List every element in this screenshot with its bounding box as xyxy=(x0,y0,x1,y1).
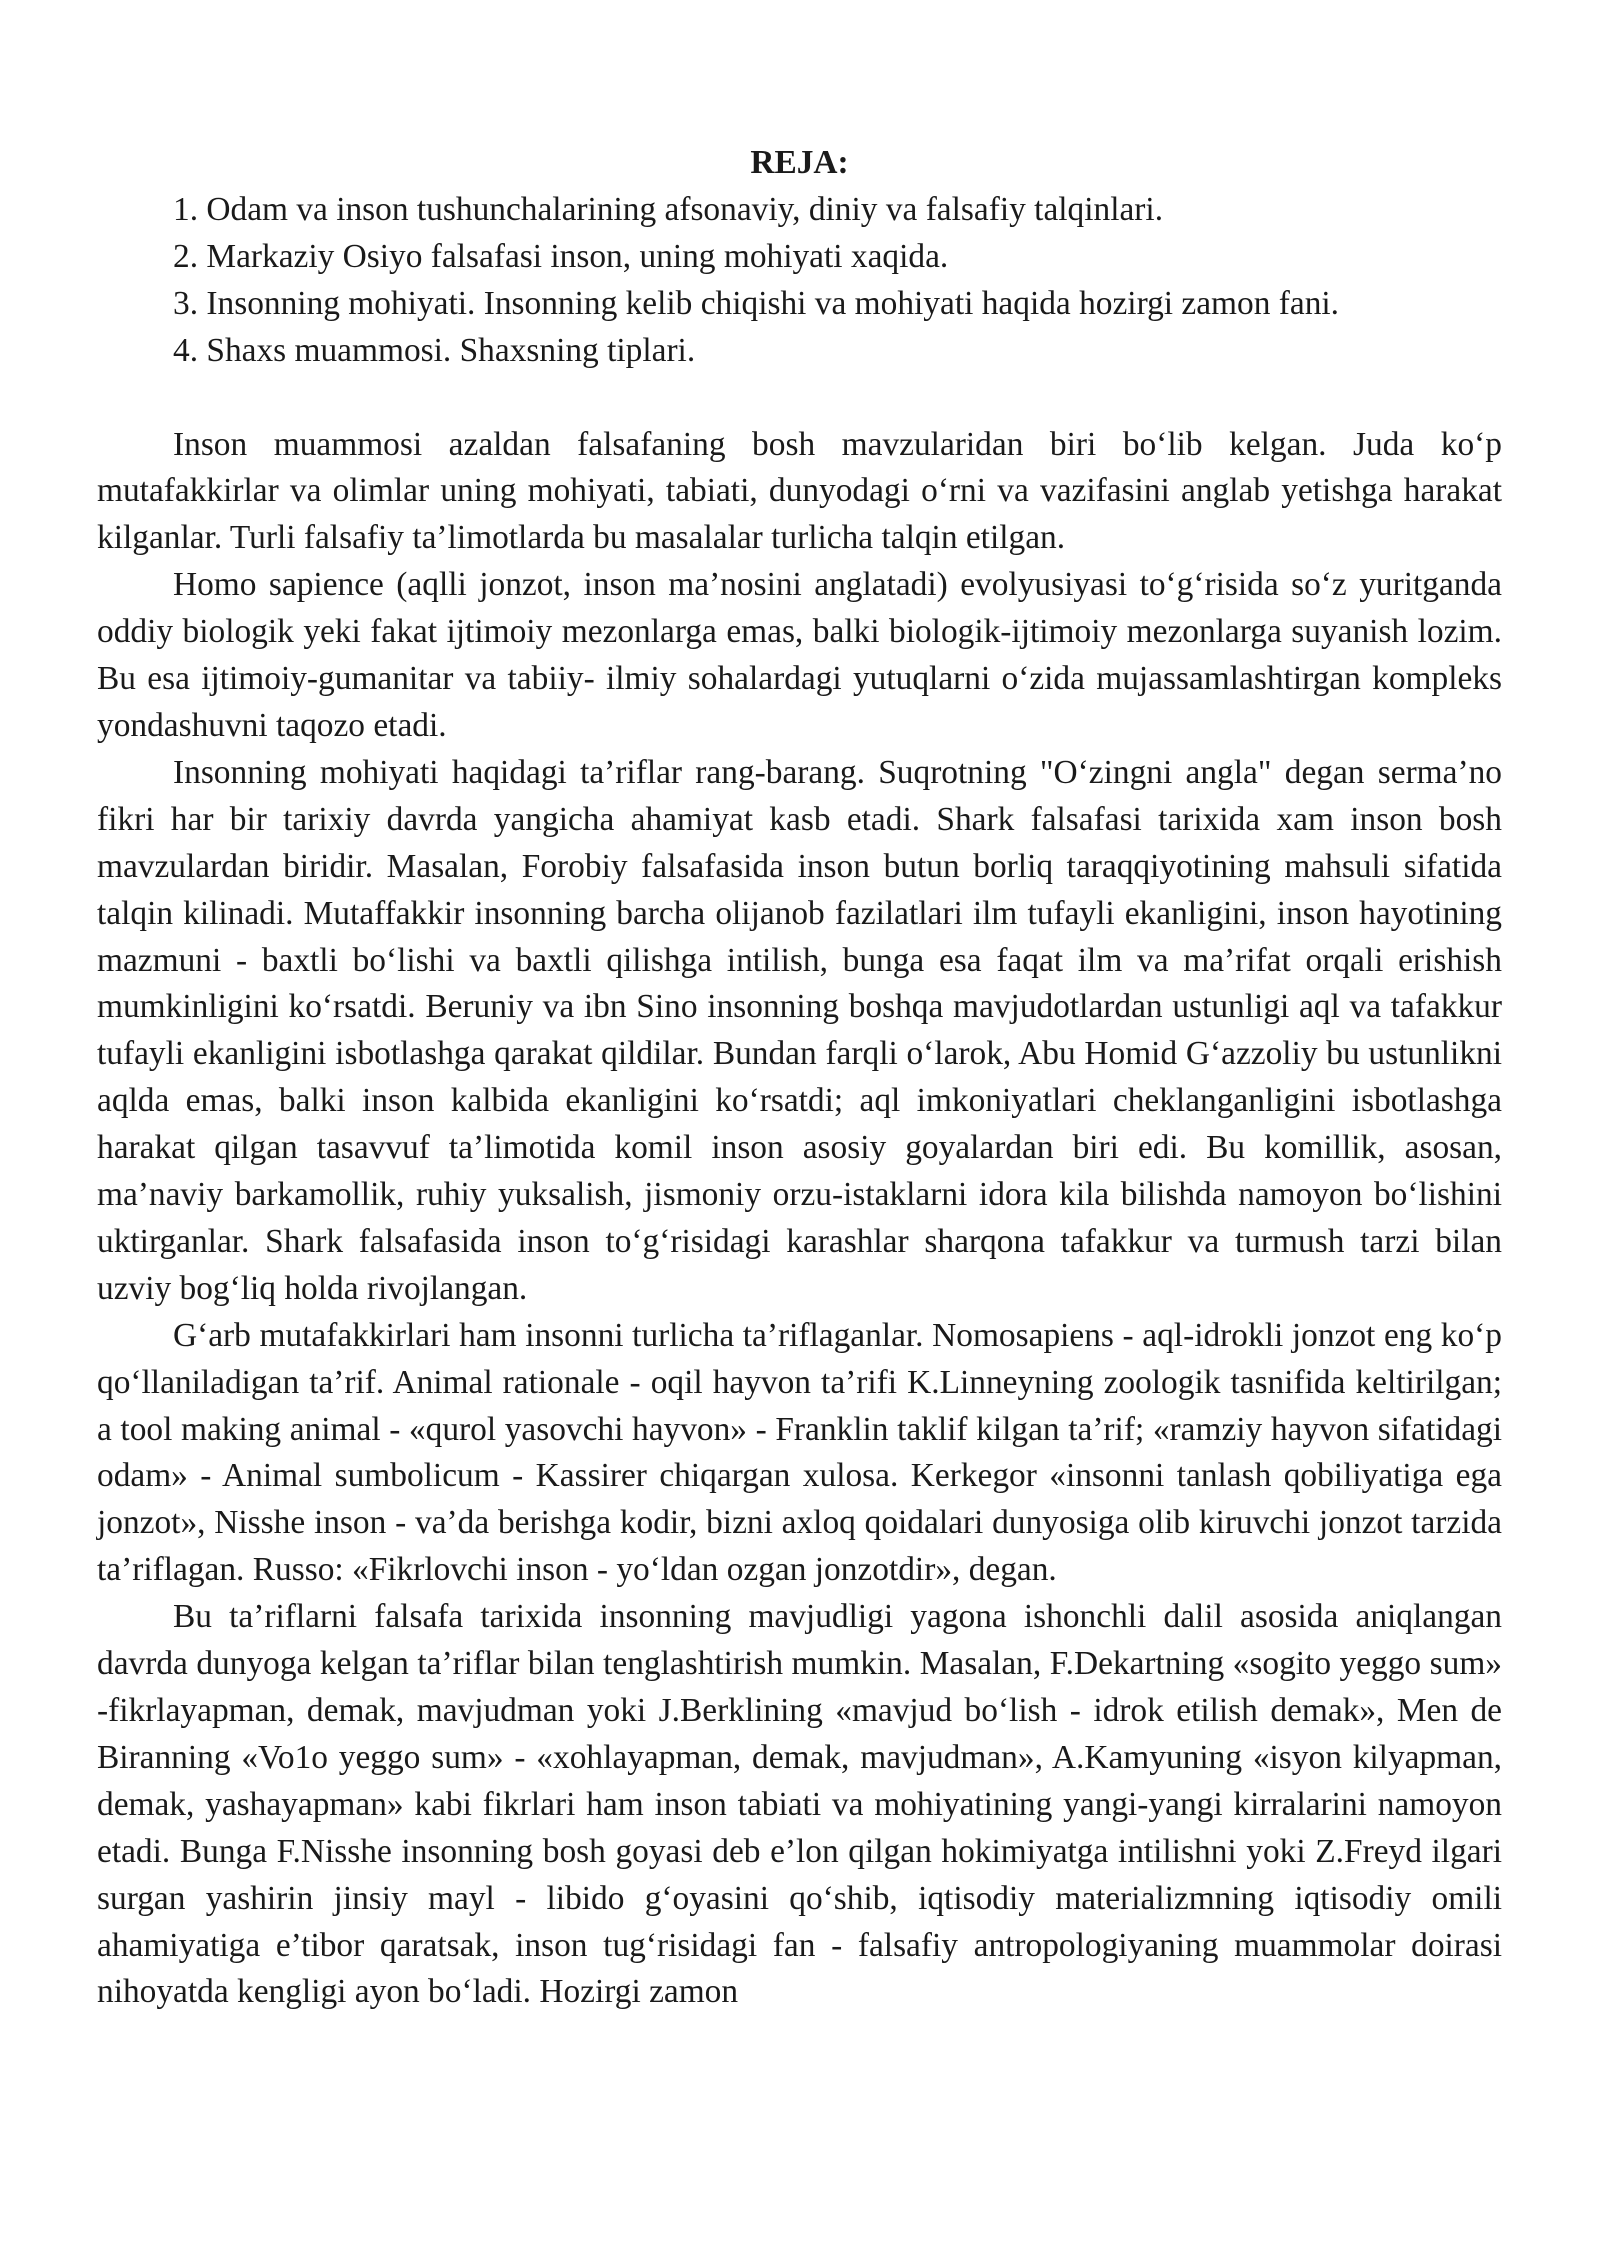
paragraph: Inson muammosi azaldan falsafaning bosh mavzularidan biri bo‘lib kelgan. Juda ko‘p mutafakkirlar va olimlar uning mohiyati, tabiati, dunyodagi o‘rni va vazifasini anglab yetishga harakat kilganlar. Turli falsafiy ta’limotlarda bu masalalar turlicha talqin etilgan. xyxy=(97,425,1502,557)
section-spacer xyxy=(97,375,1502,422)
paragraph: Bu ta’riflarni falsafa tarixida insonning mavjudligi yagona ishonchli dalil asosida aniqlangan davrda dunyoga kelgan ta’riflar bilan tenglashtirish mumkin. Masalan, F.Dekartning «sogito yeggo sum» -fikrlayapman, demak, mavjudman yoki J.Berklining «mavjud bo‘lish - idrok etilish demak», Men de Biranning «Vo1o yeggo sum» - «xohlayapman, demak, mavjudman», A.Kamyuning «isyon kilyapman, demak, yashayapman» kabi fikrlari ham inson tabiati va mohiyatining yangi-yangi kirralarini namoyon etadi. Bunga F.Nisshe insonning bosh goyasi deb e’lon qilgan hokimiyatga intilishni yoki Z.Freyd ilgari surgan yashirin jinsiy mayl - libido g‘oyasini qo‘shib, iqtisodiy materializmning iqtisodiy omili ahamiyatiga e’tibor qaratsak, inson tug‘risidagi fan - falsafiy antropologiyaning muammolar doirasi nihoyatda kengligi ayon bo‘ladi. Hozirgi zamon xyxy=(97,1598,1502,2011)
plan-title: REJA: xyxy=(750,144,849,181)
paragraph: Homo sapience (aqlli jonzot, inson ma’nosini anglatadi) evolyusiyasi to‘g‘risida so‘z yuritganda oddiy biologik yeki fakat ijtimoiy mezonlarga emas, balki biologik-ijtimoiy mezonlarga suyanish lozim. Bu esa ijtimoiy-gumanitar va tabiiy- ilmiy sohalardagi yutuqlarni o‘zida mujassamlashtirgan kompleks yondashuvni taqozo etadi. xyxy=(97,566,1502,744)
plan-item: 1. Odam va inson tushunchalarining afsonaviy, diniy va falsafiy talqinlari. xyxy=(173,190,1164,228)
paragraph: Insonning mohiyati haqidagi ta’riflar rang-barang. Suqrotning "O‘zingni angla" degan serma’no fikri har bir tarixiy davrda yangicha ahamiyat kasb etadi. Shark falsafasi tarixida xam inson bosh mavzulardan biridir. Masalan, Forobiy falsafasida inson butun borliq taraqqiyotining mahsuli sifatida talqin kilinadi. Mutaffakkir insonning barcha olijanob fazilatlari ilm tufayli ekanligini, inson hayotining mazmuni - baxtli bo‘lishi va baxtli qilishga intilish, bunga esa faqat ilm va ma’rifat orqali erishish mumkinligini ko‘rsatdi. Beruniy va ibn Sino insonning boshqa mavjudotlardan ustunligi aql va tafakkur tufayli ekanligini isbotlashga qarakat qildilar. Bundan farqli o‘larok, Abu Homid G‘azzoliy bu ustunlikni aqlda emas, balki inson kalbida ekanligini ko‘rsatdi; aql imkoniyatlari cheklanganligini isbotlashga harakat qilgan tasavvuf ta’limotida komil inson asosiy goyalardan biri edi. Bu komillik, asosan, ma’naviy barkamollik, ruhiy yuksalish, jismoniy orzu-istaklarni idora kila bilishda namoyon bo‘lishini uktirganlar. Shark falsafasida inson to‘g‘risidagi karashlar sharqona tafakkur va turmush tarzi bilan uzviy bog‘liq holda rivojlangan. xyxy=(97,753,1502,1307)
plan-item: 3. Insonning mohiyati. Insonning kelib chiqishi va mohiyati haqida hozirgi zamon fani. xyxy=(173,284,1340,322)
plan-item: 2. Markaziy Osiyo falsafasi inson, uning mohiyati xaqida. xyxy=(173,237,949,275)
plan-item: 4. Shaxs muammosi. Shaxsning tiplari. xyxy=(173,331,696,369)
plan-list xyxy=(97,187,1502,375)
document-page xyxy=(97,140,1502,2016)
paragraph: G‘arb mutafakkirlari ham insonni turlicha ta’riflaganlar. Nomosapiens - aql-idrokli jonzot eng ko‘p qo‘llaniladigan ta’rif. Animal rationale - oqil hayvon ta’rifi K.Linneyning zoologik tasnifida keltirilgan; a tool making animal - «qurol yasovchi hayvon» - Franklin taklif kilgan ta’rif; «ramziy hayvon sifatidagi odam» - Animal sumbolicum - Kassirer chiqargan xulosa. Kerkegor «insonni tanlash qobiliyatiga ega jonzot», Nisshe inson - va’da berishga kodir, bizni axloq qoidalari dunyosiga olib kiruvchi jonzot tarzida ta’riflagan. Russo: «Fikrlovchi inson - yo‘ldan ozgan jonzotdir», degan. xyxy=(97,1316,1502,1589)
